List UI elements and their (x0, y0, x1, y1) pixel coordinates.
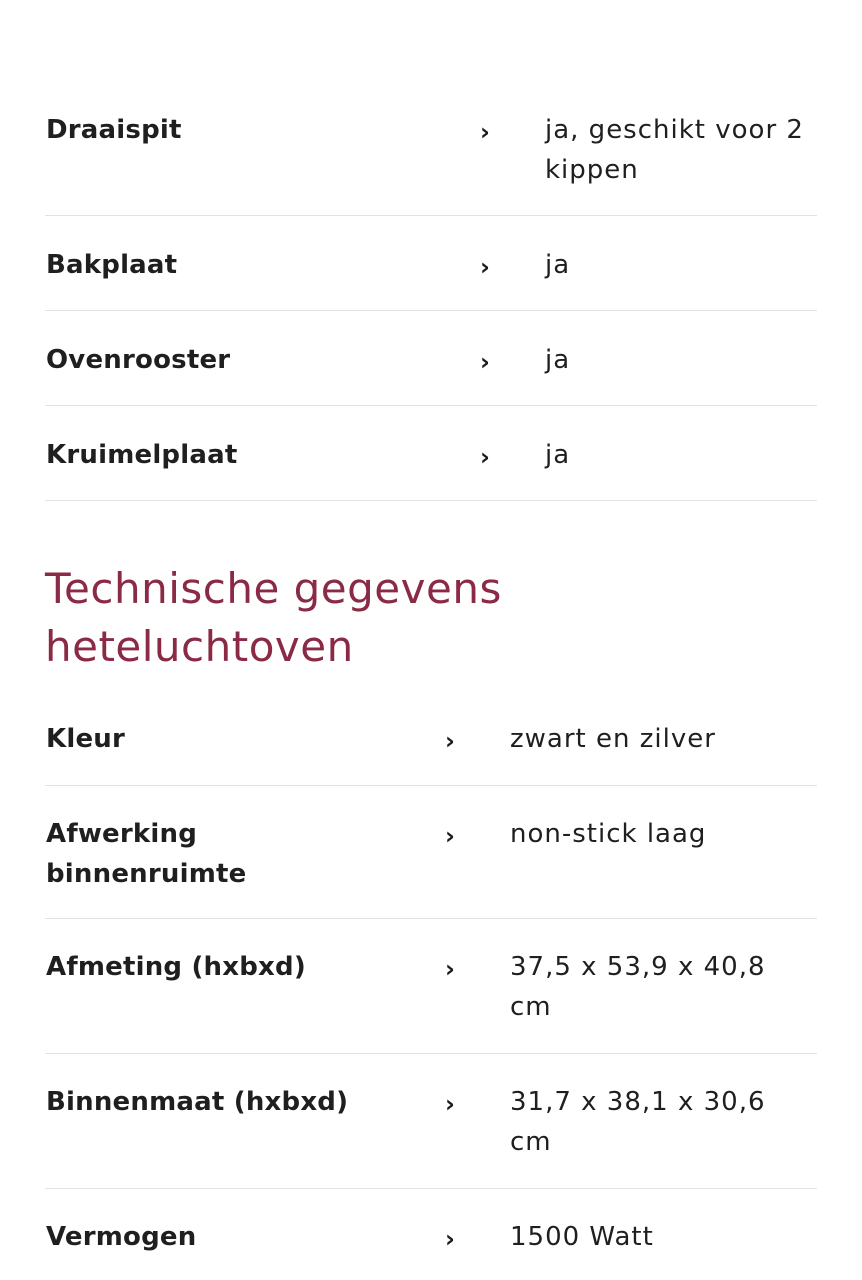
technical-spec-table (45, 704, 817, 1279)
spec-row-kruimelplaat[interactable] (45, 406, 817, 501)
spec-label: Afwerking binnenruimte (46, 819, 247, 889)
spec-value: ja, geschikt voor 2 kippen (545, 115, 804, 185)
spec-label: Ovenrooster (46, 345, 231, 375)
spec-value: ja (545, 250, 571, 280)
spec-value: zwart en zilver (510, 724, 716, 754)
spec-value: ja (545, 440, 571, 470)
spec-value: 1500 Watt (510, 1222, 654, 1252)
spec-label: Bakplaat (46, 250, 178, 280)
chevron-right-icon[interactable]: › (480, 443, 490, 471)
chevron-right-icon[interactable]: › (480, 253, 490, 281)
chevron-right-icon[interactable]: › (445, 727, 455, 755)
spec-label: Binnenmaat (hxbxd) (46, 1087, 349, 1117)
spec-value: ja (545, 345, 571, 375)
spec-row-draaispit[interactable] (45, 95, 817, 216)
accessories-spec-table (45, 95, 817, 501)
spec-value: non-stick laag (510, 819, 707, 849)
chevron-right-icon[interactable]: › (480, 118, 490, 146)
chevron-right-icon[interactable]: › (445, 955, 455, 983)
chevron-right-icon[interactable]: › (445, 1090, 455, 1118)
spec-row-vermogen[interactable] (45, 1189, 817, 1279)
spec-row-afwerking-binnenruimte[interactable] (45, 786, 817, 919)
chevron-right-icon[interactable]: › (445, 1225, 455, 1253)
spec-row-kleur[interactable] (45, 704, 817, 786)
spec-label: Kruimelplaat (46, 440, 238, 470)
spec-label: Vermogen (46, 1222, 197, 1252)
spec-value: 37,5 x 53,9 x 40,8 cm (510, 952, 766, 1022)
section-heading-technical: Technische gegevens heteluchtoven (45, 564, 502, 671)
chevron-right-icon[interactable]: › (480, 348, 490, 376)
spec-label: Kleur (46, 724, 126, 754)
chevron-right-icon[interactable]: › (445, 822, 455, 850)
spec-row-binnenmaat[interactable] (45, 1054, 817, 1189)
spec-row-afmeting[interactable] (45, 919, 817, 1054)
spec-row-bakplaat[interactable] (45, 216, 817, 311)
spec-row-ovenrooster[interactable] (45, 311, 817, 406)
spec-label: Afmeting (hxbxd) (46, 952, 306, 982)
spec-label: Draaispit (46, 115, 182, 145)
spec-value: 31,7 x 38,1 x 30,6 cm (510, 1087, 766, 1157)
